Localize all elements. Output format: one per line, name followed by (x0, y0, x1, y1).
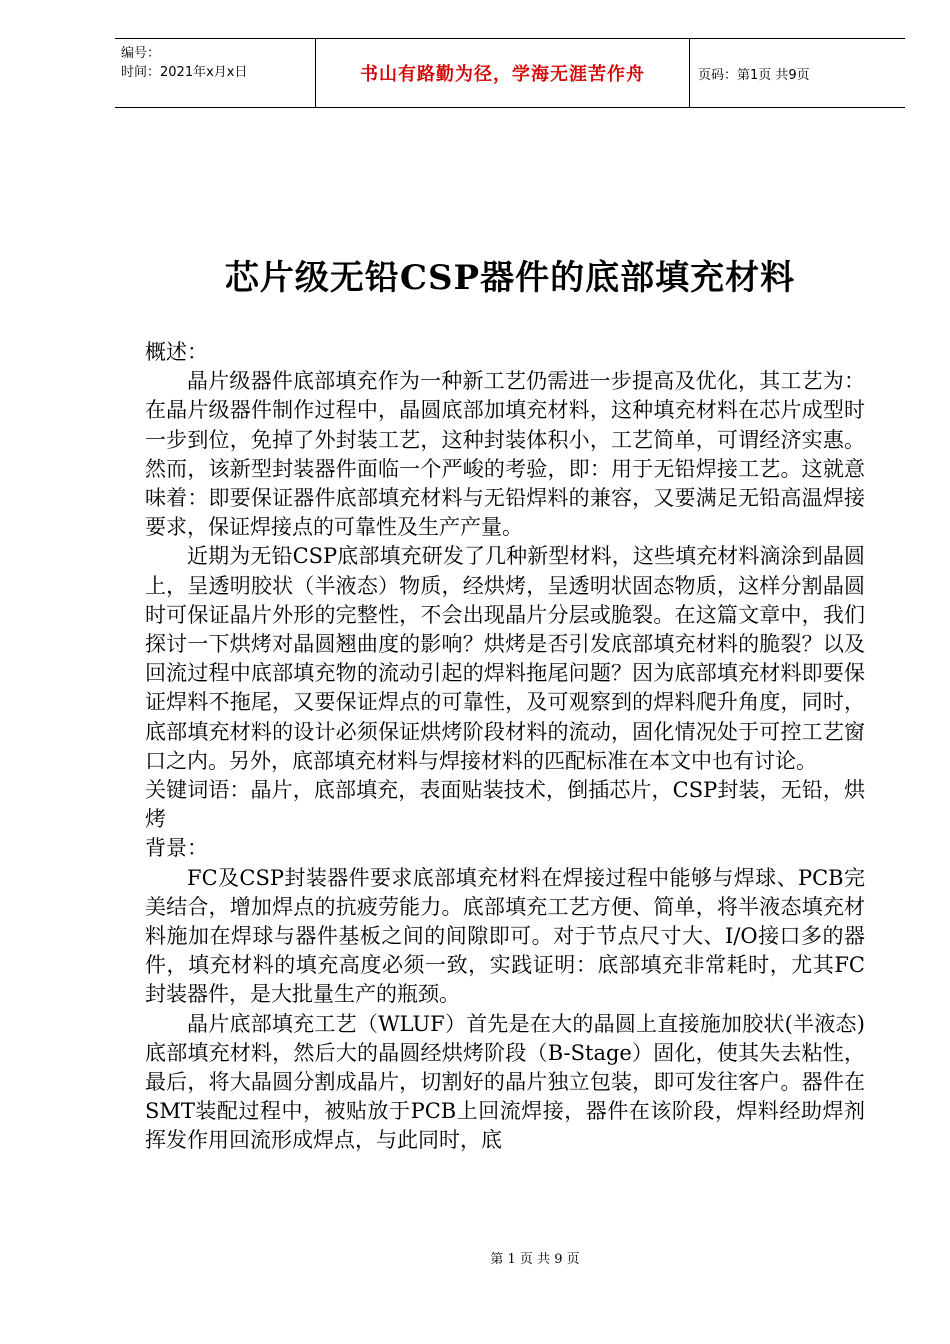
header-page-label: 页码：第1页 共9页 (698, 67, 810, 83)
paragraph: 晶片底部填充工艺（WLUF）首先是在大的晶圆上直接施加胶状(半液态)底部填充材料，然后大的晶圆经烘烤阶段（B-Stage）固化，使其失去粘性，最后，将大晶圆分割成晶片，切割好的晶片独立包装，即可发往客户。器件在SMT装配过程中，被贴放于PCB上回流焊接，器件在该阶段，焊料经助焊剂挥发作用回流形成焊点，与此同时，底 (145, 1011, 865, 1153)
paragraph: FC及CSP封装器件要求底部填充材料在焊接过程中能够与焊球、PCB完美结合，增加焊点的抗疲劳能力。底部填充工艺方便、简单，将半液态填充材料施加在焊球与器件基板之间的间隙即可。对于节点尺寸大、I/O接口多的器件，填充材料的填充高度必须一致，实践证明：底部填充非常耗时，尤其FC封装器件，是大批量生产的瓶颈。 (145, 865, 865, 1007)
document-title: 芯片级无铅CSP器件的底部填充材料 (224, 258, 796, 298)
header-motto: 书山有路勤为径，学海无涯苦作舟 (316, 39, 690, 107)
document-body (145, 338, 865, 1156)
paragraph: 近期为无铅CSP底部填充研发了几种新型材料，这些填充材料滴涂到晶圆上，呈透明胶状（半液态）物质，经烘烤，呈透明状固态物质，这样分割晶圆时可保证晶片外形的完整性，不会出现晶片分层或脆裂。在这篇文章中，我们探讨一下烘烤对晶圆翘曲度的影响？烘烤是否引发底部填充材料的脆裂？以及回流过程中底部填充物的流动引起的焊料拖尾问题？因为底部填充材料即要保证焊料不拖尾，又要保证焊点的可靠性，及可观察到的焊料爬升角度，同时，底部填充材料的设计必须保证烘烤阶段材料的流动，固化情况处于可控工艺窗口之内。另外，底部填充材料与焊接材料的匹配标准在本文中也有讨论。 (145, 544, 865, 773)
page-footer: 第 1 页 共 9 页 (490, 1252, 580, 1267)
paragraph: 晶片级器件底部填充作为一种新工艺仍需进一步提高及优化，其工艺为：在晶片级器件制作过程中，晶圆底部加填充材料，这种填充材料在芯片成型时一步到位，免掉了外封装工艺，这种封装体积小，工艺简单，可谓经济实惠。然而，该新型封装器件面临一个严峻的考验，即：用于无铅焊接工艺。这就意味着：即要保证器件底部填充材料与无铅焊料的兼容，又要满足无铅高温焊接要求，保证焊接点的可靠性及生产产量。 (145, 369, 865, 540)
time-label: 时间：2021年x月x日 (121, 65, 248, 80)
section-heading-background: 背景： (145, 836, 208, 861)
keywords: 关键词语：晶片，底部填充，表面贴装技术，倒插芯片，CSP封装，无铅，烘烤 (145, 778, 865, 832)
header-meta (115, 39, 316, 107)
document-header (115, 38, 905, 108)
section-heading-overview: 概述： (145, 340, 208, 364)
number-label: 编号： (121, 46, 161, 61)
